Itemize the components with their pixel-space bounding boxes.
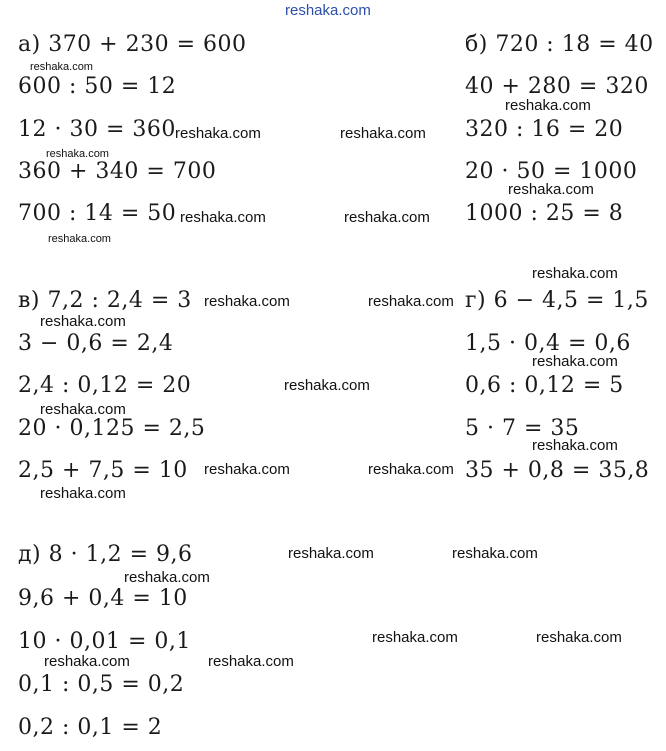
section-a-line-1: а) 370 + 230 = 600	[18, 32, 247, 57]
watermark: reshaka.com	[505, 97, 591, 114]
section-a-line-4: 360 + 340 = 700	[18, 159, 217, 184]
watermark: reshaka.com	[368, 461, 454, 478]
watermark: reshaka.com	[180, 209, 266, 226]
section-a-line-3: 12 · 30 = 360	[18, 117, 176, 142]
watermark: reshaka.com	[532, 437, 618, 454]
watermark: reshaka.com	[532, 265, 618, 282]
section-b-line-4: 20 · 50 = 1000	[465, 159, 638, 184]
section-b-line-3: 320 : 16 = 20	[465, 117, 624, 142]
section-v-line-1: в) 7,2 : 2,4 = 3	[18, 288, 192, 313]
watermark: reshaka.com	[508, 181, 594, 198]
section-b-line-1: б) 720 : 18 = 40	[465, 32, 654, 57]
watermark: reshaka.com	[175, 125, 261, 142]
section-v-line-5: 2,5 + 7,5 = 10	[18, 458, 188, 483]
section-a-line-2: 600 : 50 = 12	[18, 74, 177, 99]
watermark: reshaka.com	[288, 545, 374, 562]
header-watermark[interactable]: reshaka.com	[285, 2, 371, 19]
section-d-line-5: 0,2 : 0,1 = 2	[18, 715, 163, 740]
section-g-line-5: 35 + 0,8 = 35,8	[465, 458, 650, 483]
section-d-line-2: 9,6 + 0,4 = 10	[18, 586, 188, 611]
watermark: reshaka.com	[536, 629, 622, 646]
watermark: reshaka.com	[30, 61, 93, 73]
watermark: reshaka.com	[124, 569, 210, 586]
watermark: reshaka.com	[284, 377, 370, 394]
watermark: reshaka.com	[532, 353, 618, 370]
section-g-line-3: 0,6 : 0,12 = 5	[465, 373, 624, 398]
watermark: reshaka.com	[452, 545, 538, 562]
section-d-line-3: 10 · 0,01 = 0,1	[18, 629, 191, 654]
watermark: reshaka.com	[372, 629, 458, 646]
section-v-line-3: 2,4 : 0,12 = 20	[18, 373, 192, 398]
watermark: reshaka.com	[208, 653, 294, 670]
section-d-line-4: 0,1 : 0,5 = 0,2	[18, 672, 185, 697]
section-b-line-2: 40 + 280 = 320	[465, 74, 649, 99]
watermark: reshaka.com	[46, 148, 109, 160]
watermark: reshaka.com	[344, 209, 430, 226]
section-g-line-1: г) 6 − 4,5 = 1,5	[465, 288, 649, 313]
watermark: reshaka.com	[368, 293, 454, 310]
watermark: reshaka.com	[204, 293, 290, 310]
section-a-line-5: 700 : 14 = 50	[18, 201, 177, 226]
section-v-line-4: 20 · 0,125 = 2,5	[18, 416, 206, 441]
watermark: reshaka.com	[40, 401, 126, 418]
section-v-line-2: 3 − 0,6 = 2,4	[18, 331, 174, 356]
watermark: reshaka.com	[40, 485, 126, 502]
watermark: reshaka.com	[44, 653, 130, 670]
watermark: reshaka.com	[204, 461, 290, 478]
section-d-line-1: д) 8 · 1,2 = 9,6	[18, 542, 193, 567]
watermark: reshaka.com	[40, 313, 126, 330]
section-g-line-4: 5 · 7 = 35	[465, 416, 580, 441]
section-g-line-2: 1,5 · 0,4 = 0,6	[465, 331, 631, 356]
watermark: reshaka.com	[48, 233, 111, 245]
section-b-line-5: 1000 : 25 = 8	[465, 201, 624, 226]
watermark: reshaka.com	[340, 125, 426, 142]
